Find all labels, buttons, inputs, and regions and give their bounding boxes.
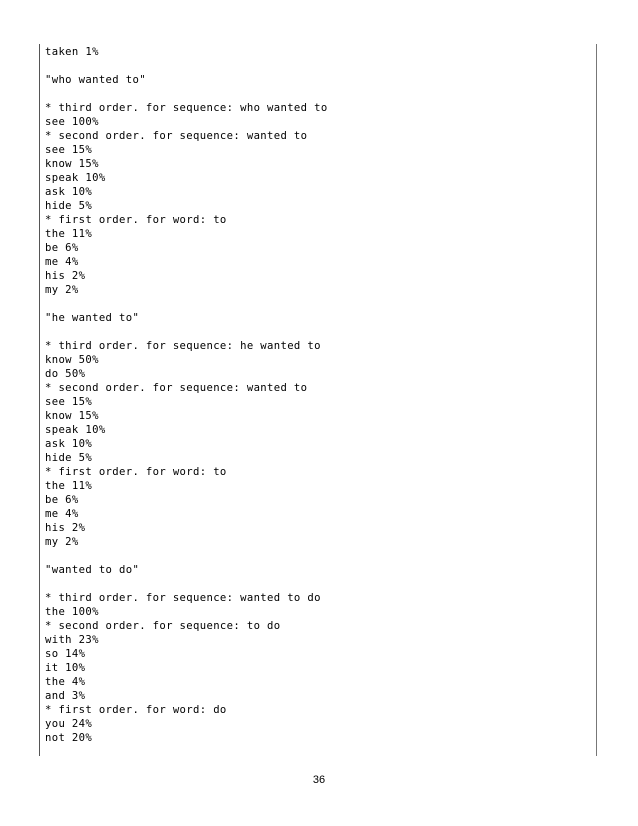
code-line: see 15% bbox=[45, 396, 93, 408]
code-line: do 50% bbox=[45, 368, 86, 380]
code-line: you 24% bbox=[45, 718, 93, 730]
code-line: the 11% bbox=[45, 480, 93, 492]
code-line: "he wanted to" bbox=[45, 312, 140, 324]
code-line: so 14% bbox=[45, 648, 86, 660]
code-line: * third order. for sequence: he wanted to bbox=[45, 340, 321, 352]
code-line: know 15% bbox=[45, 410, 99, 422]
code-blank-line bbox=[45, 59, 590, 73]
code-blank-line bbox=[45, 325, 590, 339]
code-line: ask 10% bbox=[45, 186, 93, 198]
code-line: with 23% bbox=[45, 634, 99, 646]
code-line: * second order. for sequence: to do bbox=[45, 620, 281, 632]
code-line: my 2% bbox=[45, 536, 79, 548]
code-line: it 10% bbox=[45, 662, 86, 674]
code-line: speak 10% bbox=[45, 172, 106, 184]
code-line: speak 10% bbox=[45, 424, 106, 436]
page-number: 36 bbox=[312, 774, 326, 786]
code-blank-line bbox=[45, 297, 590, 311]
code-line: be 6% bbox=[45, 242, 79, 254]
code-line: know 50% bbox=[45, 354, 99, 366]
code-blank-line bbox=[45, 577, 590, 591]
code-line: me 4% bbox=[45, 508, 79, 520]
code-line: his 2% bbox=[45, 270, 86, 282]
code-line: see 100% bbox=[45, 116, 99, 128]
code-line: me 4% bbox=[45, 256, 79, 268]
code-line: see 15% bbox=[45, 144, 93, 156]
code-line: "wanted to do" bbox=[45, 564, 140, 576]
code-line: my 2% bbox=[45, 284, 79, 296]
code-line: * first order. for word: do bbox=[45, 704, 227, 716]
code-line: * third order. for sequence: who wanted to bbox=[45, 102, 328, 114]
code-line: and 3% bbox=[45, 690, 86, 702]
code-line: * third order. for sequence: wanted to do bbox=[45, 592, 321, 604]
code-blank-line bbox=[45, 549, 590, 563]
code-line: taken 1% bbox=[45, 46, 99, 58]
code-line: * second order. for sequence: wanted to bbox=[45, 382, 308, 394]
code-line: be 6% bbox=[45, 494, 79, 506]
code-line: the 11% bbox=[45, 228, 93, 240]
code-line: hide 5% bbox=[45, 452, 93, 464]
code-line: * first order. for word: to bbox=[45, 214, 227, 226]
code-line: the 4% bbox=[45, 676, 86, 688]
code-line: "who wanted to" bbox=[45, 74, 146, 86]
code-line: ask 10% bbox=[45, 438, 93, 450]
code-blank-line bbox=[45, 87, 590, 101]
code-line: his 2% bbox=[45, 522, 86, 534]
code-listing bbox=[45, 45, 590, 745]
code-line: not 20% bbox=[45, 732, 93, 744]
code-line: * first order. for word: to bbox=[45, 466, 227, 478]
code-line: hide 5% bbox=[45, 200, 93, 212]
code-line: the 100% bbox=[45, 606, 99, 618]
code-line: know 15% bbox=[45, 158, 99, 170]
code-line: * second order. for sequence: wanted to bbox=[45, 130, 308, 142]
